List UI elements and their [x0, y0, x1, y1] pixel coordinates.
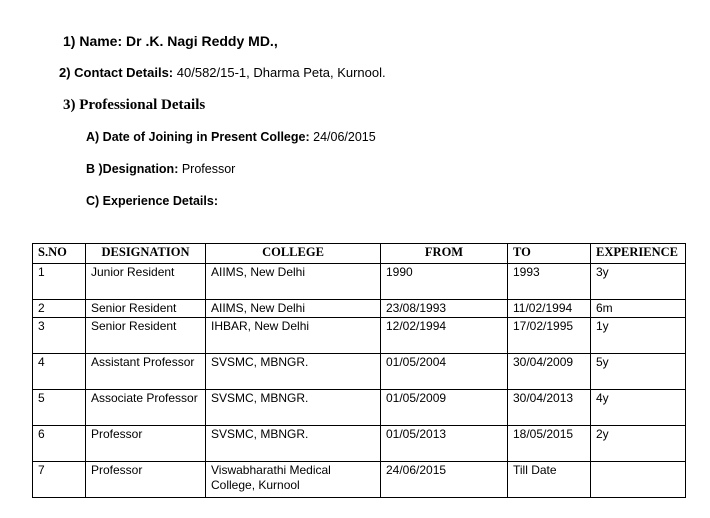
- designation-label: B )Designation:: [86, 162, 179, 176]
- cell-college: SVSMC, MBNGR.: [206, 354, 381, 390]
- table-header-row: [33, 244, 686, 264]
- cell-to: Till Date: [508, 462, 591, 498]
- cell-from: 12/02/1994: [381, 318, 508, 354]
- cell-from: 01/05/2013: [381, 426, 508, 462]
- table-row: [33, 426, 686, 462]
- cell-designation: Associate Professor: [86, 390, 206, 426]
- cell-experience: 2y: [591, 426, 686, 462]
- table-row: [33, 318, 686, 354]
- name-line: [63, 33, 278, 49]
- cell-experience: [591, 462, 686, 498]
- cell-experience: 4y: [591, 390, 686, 426]
- cell-designation: Professor: [86, 462, 206, 498]
- table-row: [33, 462, 686, 498]
- cell-experience: 1y: [591, 318, 686, 354]
- table-row: [33, 354, 686, 390]
- cell-to: 1993: [508, 264, 591, 300]
- name-value: Dr .K. Nagi Reddy MD.,: [126, 33, 278, 49]
- header-designation: DESIGNATION: [86, 244, 206, 264]
- header-from: FROM: [381, 244, 508, 264]
- cell-to: 11/02/1994: [508, 300, 591, 318]
- cell-experience: 5y: [591, 354, 686, 390]
- cell-sno: 4: [33, 354, 86, 390]
- cell-college: IHBAR, New Delhi: [206, 318, 381, 354]
- contact-value: 40/582/15-1, Dharma Peta, Kurnool.: [176, 65, 386, 80]
- cell-college: Viswabharathi Medical College, Kurnool: [206, 462, 381, 498]
- cell-college: AIIMS, New Delhi: [206, 300, 381, 318]
- cell-designation: Assistant Professor: [86, 354, 206, 390]
- contact-line: [59, 65, 386, 80]
- joining-label: A) Date of Joining in Present College:: [86, 130, 310, 144]
- cell-to: 30/04/2009: [508, 354, 591, 390]
- header-sno: S.NO: [33, 244, 86, 264]
- designation-value: Professor: [181, 162, 236, 176]
- cell-sno: 7: [33, 462, 86, 498]
- designation-line: [86, 162, 235, 176]
- professional-heading: 3) Professional Details: [63, 97, 206, 113]
- cell-from: 24/06/2015: [381, 462, 508, 498]
- header-college: COLLEGE: [206, 244, 381, 264]
- name-label: 1) Name:: [63, 33, 123, 49]
- cell-sno: 1: [33, 264, 86, 300]
- contact-label: 2) Contact Details:: [59, 65, 174, 80]
- cell-experience: 3y: [591, 264, 686, 300]
- table-row: [33, 300, 686, 318]
- experience-table: [32, 243, 686, 498]
- table-row: [33, 264, 686, 300]
- cell-college: SVSMC, MBNGR.: [206, 426, 381, 462]
- cell-sno: 2: [33, 300, 86, 318]
- header-to: TO: [508, 244, 591, 264]
- cell-to: 17/02/1995: [508, 318, 591, 354]
- cell-designation: Junior Resident: [86, 264, 206, 300]
- cell-sno: 5: [33, 390, 86, 426]
- joining-value: 24/06/2015: [313, 130, 376, 144]
- cell-from: 01/05/2004: [381, 354, 508, 390]
- cell-from: 23/08/1993: [381, 300, 508, 318]
- cell-from: 1990: [381, 264, 508, 300]
- experience-heading: C) Experience Details:: [86, 194, 218, 208]
- table-row: [33, 390, 686, 426]
- cell-designation: Senior Resident: [86, 300, 206, 318]
- cell-designation: Senior Resident: [86, 318, 206, 354]
- cell-to: 18/05/2015: [508, 426, 591, 462]
- cell-sno: 3: [33, 318, 86, 354]
- cell-sno: 6: [33, 426, 86, 462]
- cell-to: 30/04/2013: [508, 390, 591, 426]
- cell-college: SVSMC, MBNGR.: [206, 390, 381, 426]
- cell-college: AIIMS, New Delhi: [206, 264, 381, 300]
- cell-experience: 6m: [591, 300, 686, 318]
- header-experience: EXPERIENCE: [591, 244, 686, 264]
- joining-line: [86, 130, 376, 144]
- cell-from: 01/05/2009: [381, 390, 508, 426]
- cell-designation: Professor: [86, 426, 206, 462]
